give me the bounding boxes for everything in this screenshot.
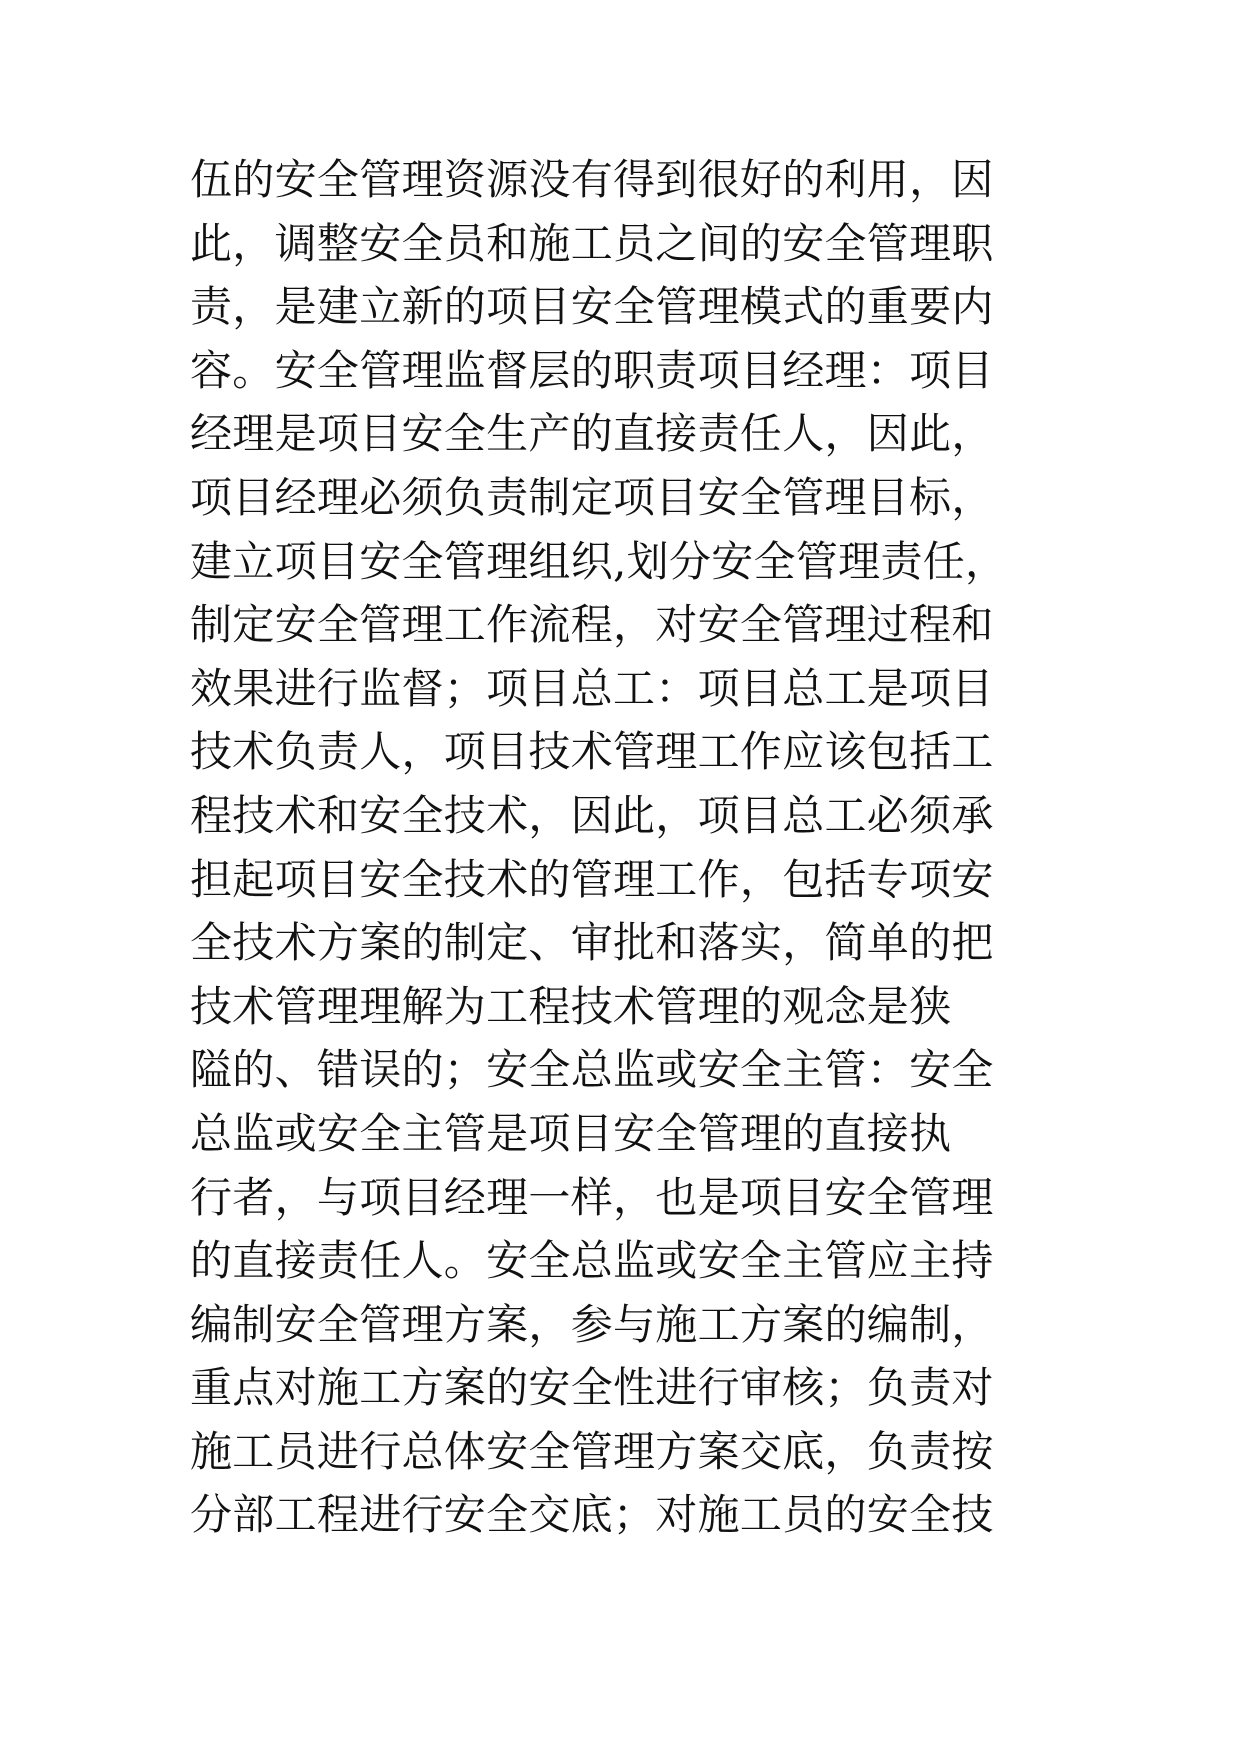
text-line: 担起项目安全技术的管理工作，包括专项安 bbox=[190, 854, 994, 904]
text-line: 全技术方案的制定、审批和落实，简单的把 bbox=[190, 918, 994, 968]
text-line: 编制安全管理方案，参与施工方案的编制， bbox=[190, 1299, 994, 1349]
text-line: 伍的安全管理资源没有得到很好的利用，因 bbox=[190, 155, 994, 204]
body-text bbox=[190, 148, 1070, 1547]
text-line: 建立项目安全管理组织,划分安全管理责任， bbox=[190, 536, 1008, 586]
text-line: 经理是项目安全生产的直接责任人，因此， bbox=[190, 409, 994, 459]
text-line: 的直接责任人。安全总监或安全主管应主持 bbox=[190, 1236, 994, 1286]
text-line: 技术负责人，项目技术管理工作应该包括工 bbox=[190, 727, 994, 777]
text-line: 技术管理理解为工程技术管理的观念是狭 bbox=[190, 981, 952, 1031]
text-line: 责，是建立新的项目安全管理模式的重要内 bbox=[190, 282, 994, 332]
text-line: 程技术和安全技术，因此，项目总工必须承 bbox=[190, 790, 994, 840]
text-line: 此，调整安全员和施工员之间的安全管理职 bbox=[190, 218, 994, 268]
text-line: 项目经理必须负责制定项目安全管理目标， bbox=[190, 472, 994, 522]
text-line: 制定安全管理工作流程，对安全管理过程和 bbox=[190, 600, 994, 650]
text-line: 行者，与项目经理一样，也是项目安全管理 bbox=[190, 1172, 994, 1222]
text-line: 效果进行监督；项目总工：项目总工是项目 bbox=[190, 663, 994, 713]
text-line: 施工员进行总体安全管理方案交底，负责按 bbox=[190, 1426, 994, 1476]
text-line: 隘的、错误的；安全总监或安全主管：安全 bbox=[190, 1045, 994, 1095]
text-line: 分部工程进行安全交底；对施工员的安全技 bbox=[190, 1490, 994, 1540]
text-line: 容。安全管理监督层的职责项目经理：项目 bbox=[190, 345, 994, 395]
text-line: 重点对施工方案的安全性进行审核；负责对 bbox=[190, 1363, 994, 1413]
text-line: 总监或安全主管是项目安全管理的直接执 bbox=[190, 1108, 952, 1158]
